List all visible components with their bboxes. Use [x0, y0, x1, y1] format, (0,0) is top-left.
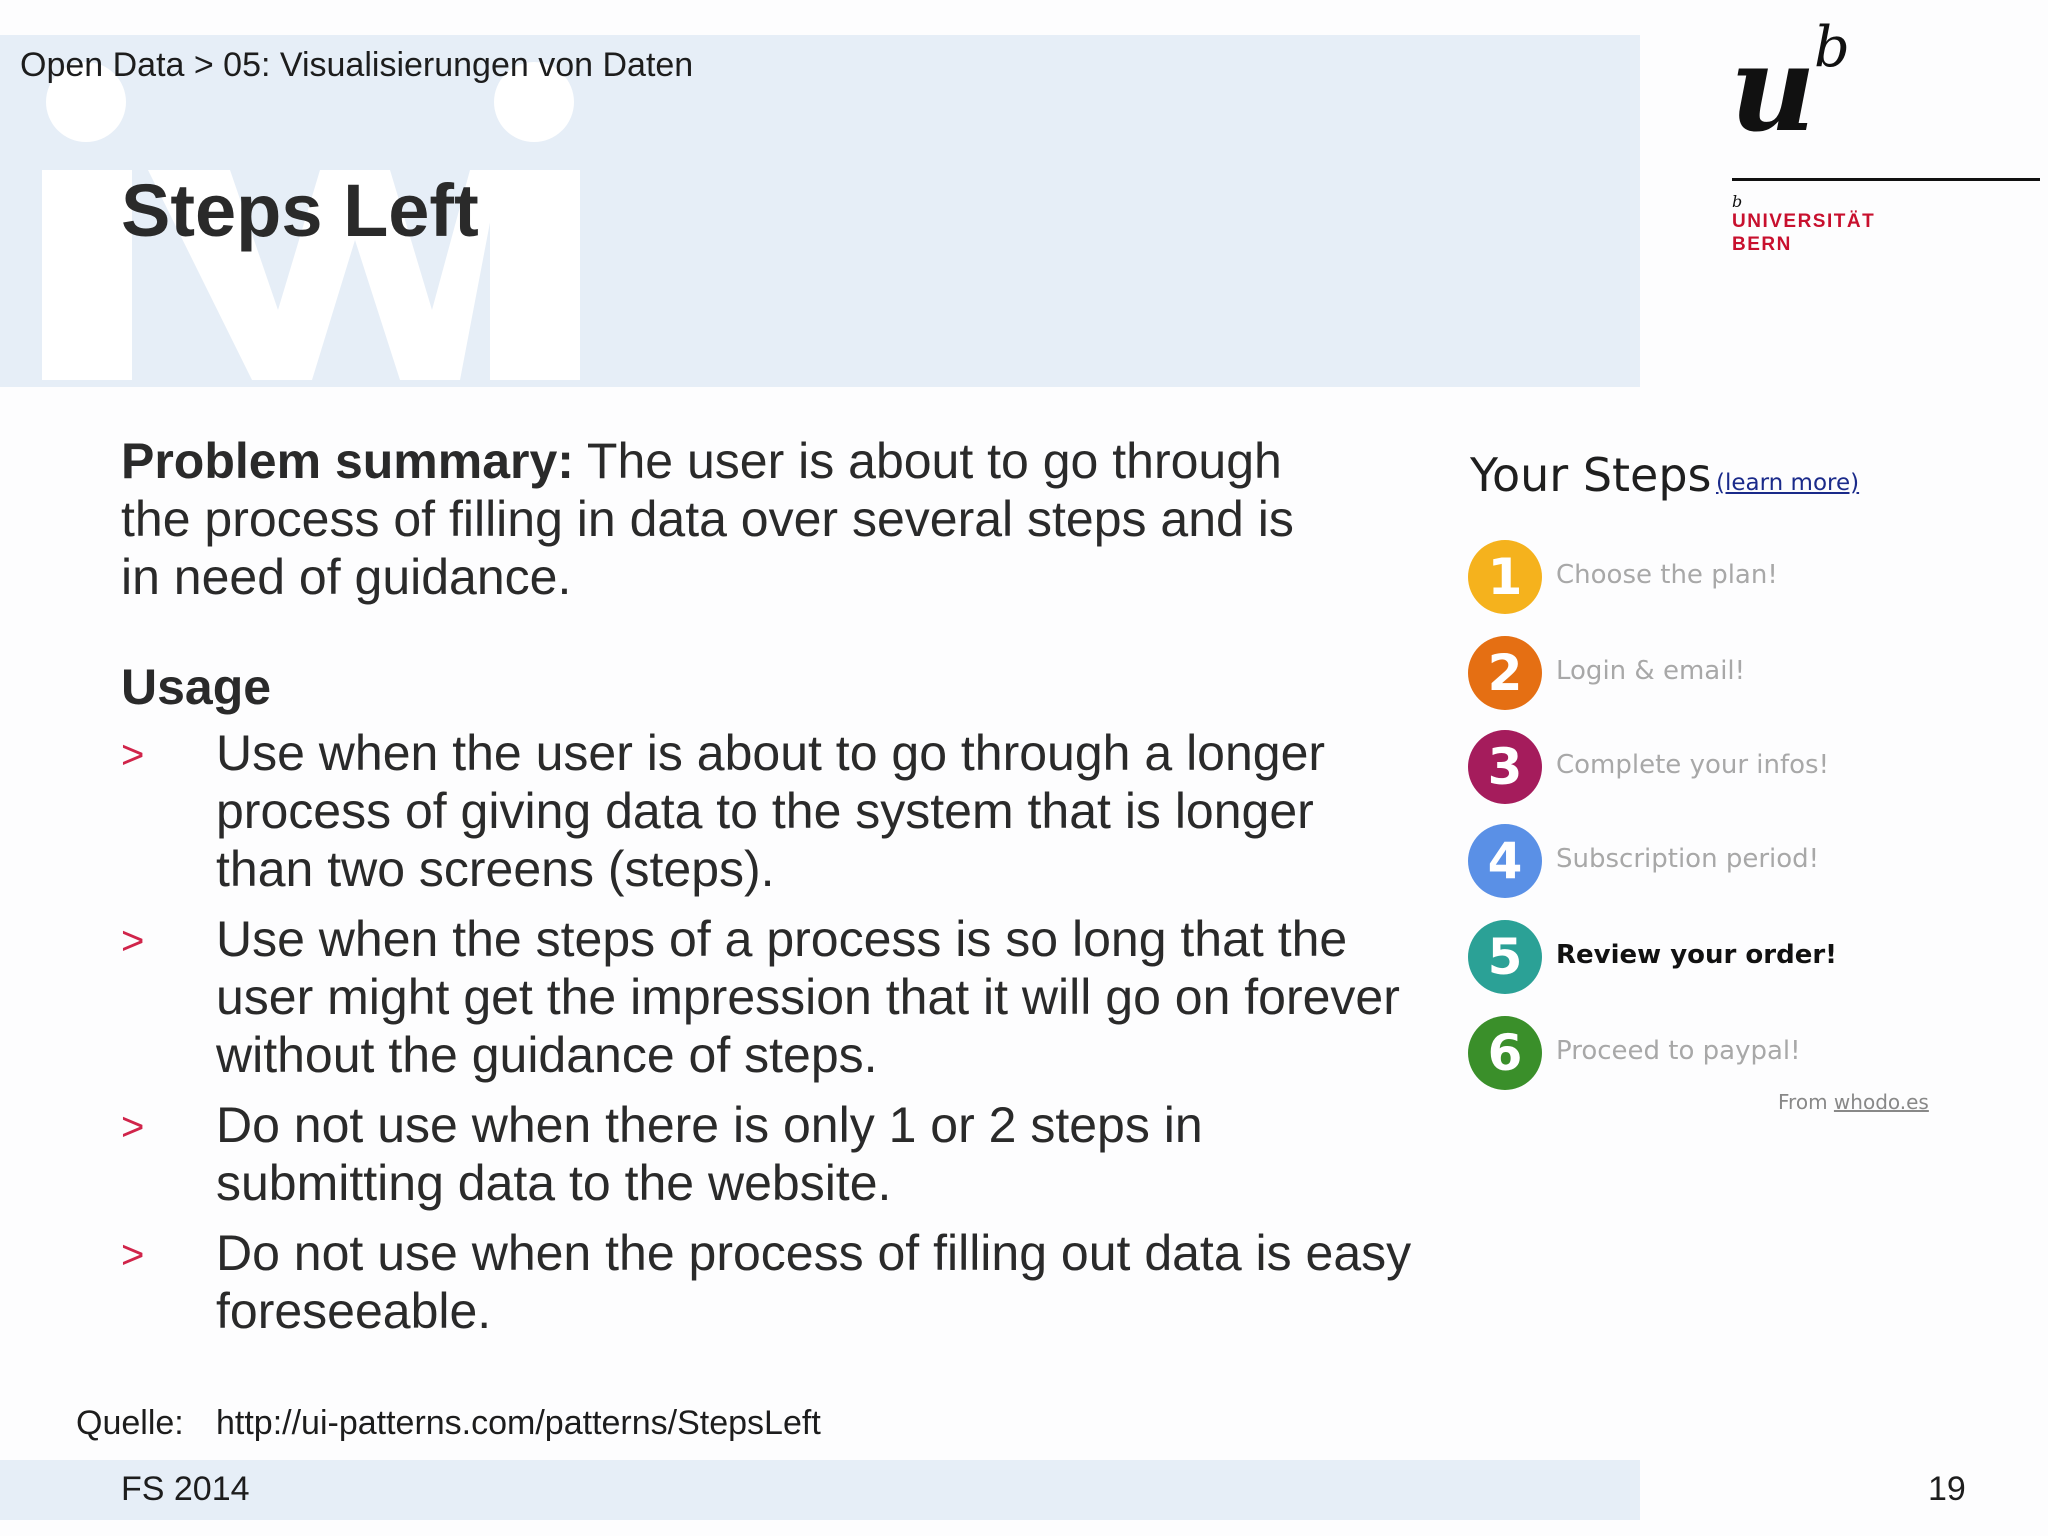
- usage-item-text: Do not use when there is only 1 or 2 steps in submitting data to the website.: [216, 1097, 1203, 1211]
- slide-content: [121, 432, 1412, 1352]
- credit-prefix: From: [1778, 1090, 1834, 1114]
- step-label: Complete your infos!: [1556, 750, 1830, 780]
- problem-summary-lead: Problem summary:: [121, 433, 574, 489]
- usage-item-text: Do not use when the process of filling out data is easy foreseeable.: [216, 1225, 1412, 1339]
- source-label: Quelle:: [76, 1404, 184, 1442]
- step-label: Proceed to paypal!: [1556, 1036, 1801, 1066]
- logo-university-name: [1732, 210, 1875, 256]
- breadcrumb: Open Data > 05: Visualisierungen von Daten: [20, 46, 694, 84]
- usage-item-text: Use when the user is about to go through a longer process of giving data to the system that is longer than two screens (steps).: [216, 725, 1326, 897]
- step-number-badge: 2: [1468, 636, 1542, 710]
- usage-item: [121, 1096, 1416, 1212]
- usage-item: [121, 724, 1416, 898]
- bullet-marker: >: [121, 1105, 145, 1149]
- source-url: http://ui-patterns.com/patterns/StepsLeft: [216, 1404, 821, 1442]
- problem-summary: [121, 432, 1321, 606]
- logo-small-b: b: [1732, 192, 1743, 211]
- footer-term: FS 2014: [121, 1470, 250, 1508]
- credit-link[interactable]: whodo.es: [1833, 1090, 1929, 1114]
- widget-credit: [1778, 1090, 1929, 1114]
- logo-name-line-1: UNIVERSITÄT: [1732, 211, 1876, 232]
- usage-item: [121, 1224, 1416, 1340]
- step-label: Choose the plan!: [1556, 560, 1778, 590]
- source-citation: [76, 1404, 821, 1443]
- university-logo: [1720, 10, 2040, 270]
- usage-heading: Usage: [121, 659, 272, 715]
- page-number: 19: [1928, 1470, 1966, 1508]
- learn-more-link[interactable]: (learn more): [1716, 470, 1860, 496]
- step-label: Subscription period!: [1556, 844, 1820, 874]
- bullet-marker: >: [121, 919, 145, 963]
- usage-item: [121, 910, 1416, 1084]
- step-label: Review your order!: [1556, 940, 1838, 970]
- bullet-marker: >: [121, 1233, 145, 1277]
- bullet-marker: >: [121, 733, 145, 777]
- step-number-badge: 5: [1468, 920, 1542, 994]
- step-4: [1468, 824, 1928, 900]
- usage-list: [121, 724, 1412, 1340]
- step-2: [1468, 636, 1928, 712]
- step-number-badge: 4: [1468, 824, 1542, 898]
- step-number-badge: 1: [1468, 540, 1542, 614]
- step-label: Login & email!: [1556, 656, 1746, 686]
- logo-superscript-b: b: [1814, 15, 1850, 80]
- step-5: [1468, 920, 1928, 996]
- step-number-badge: 6: [1468, 1016, 1542, 1090]
- problem-summary-text: The user is about to go through the process of filling in data over several steps and is in need of guidance.: [121, 433, 1294, 605]
- logo-letter-u: u: [1730, 19, 1816, 158]
- step-3: [1468, 730, 1928, 806]
- logo-name-line-2: BERN: [1732, 234, 1792, 255]
- widget-title: Your Steps: [1470, 448, 1712, 502]
- step-1: [1468, 540, 1928, 616]
- page-title: Steps Left: [121, 169, 479, 252]
- step-6: [1468, 1016, 1928, 1092]
- step-number-badge: 3: [1468, 730, 1542, 804]
- steps-widget-example: [1468, 448, 1948, 1128]
- logo-divider: [1732, 178, 2040, 181]
- usage-item-text: Use when the steps of a process is so long that the user might get the impression that it will go on forever without the guidance of steps.: [216, 911, 1400, 1083]
